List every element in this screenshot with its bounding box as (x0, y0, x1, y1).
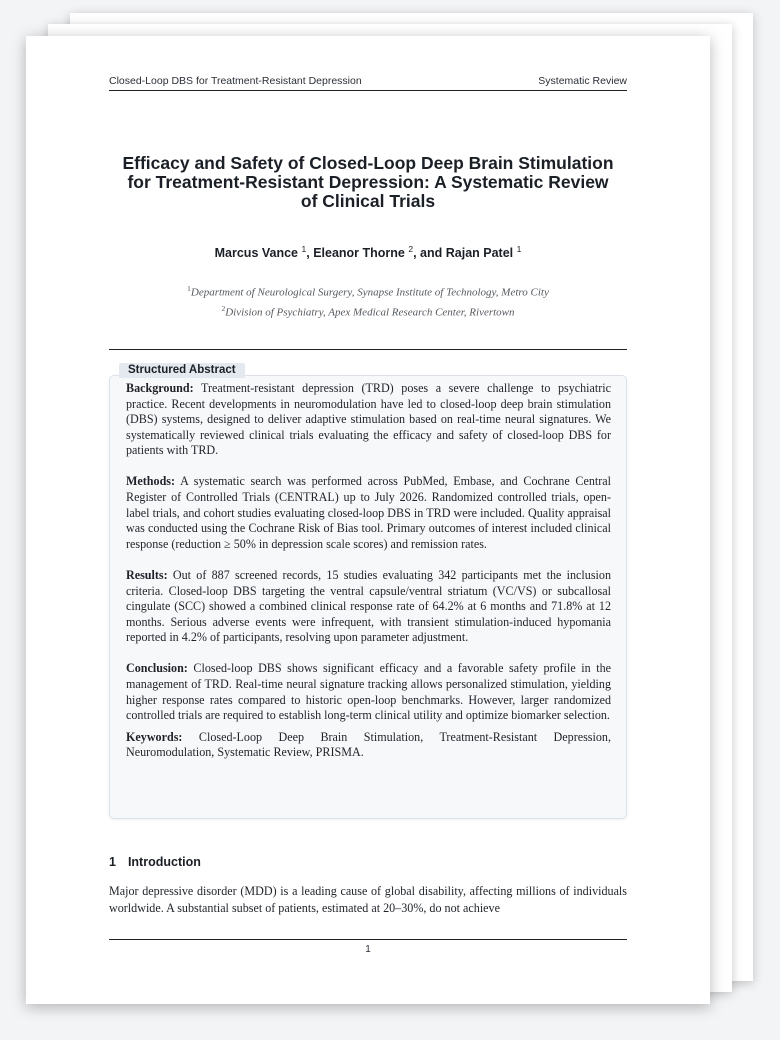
document-page (26, 36, 710, 1004)
abstract-paragraph: Out of 887 screened records, 15 studies evaluating 342 participants met the inclusion criteria. Closed-loop DBS targeting the ventral capsule/ventral striatum (VC/VS) or subcallosal cingulate (SCC) showed a combined clinical response rate of 64.2% at 6 months and 71.8% at 12 months. Serious adverse events were infrequent, with transient stimulation-induced hypomania reported in 4.2% of participants, resolving upon parameter adjustment. (126, 567, 611, 645)
abstract-label: Keywords: (126, 729, 183, 744)
abstract-text (126, 381, 611, 761)
affiliations (86, 281, 650, 321)
abstract-paragraph: Closed-loop DBS shows significant efficacy and a favorable safety profile in the management of TRD. Real-time neural signature tracking allows personalized stimulation, yielding higher response rates compared to historic open-loop benchmarks. However, larger randomized controlled trials are required to establish long-term clinical utility and optimize biomarker selection. (126, 661, 611, 723)
keywords-text: Closed-Loop Deep Brain Stimulation, Treatment-Resistant Depression, Neuromodulation, Systematic Review, PRISMA. (126, 729, 611, 760)
paper-title-line: for Treatment-Resistant Depression: A Systematic Review (127, 172, 609, 192)
abstract-conclusion (126, 661, 611, 723)
abstract-paragraph: Treatment-resistant depression (TRD) poses a severe challenge to psychiatric practice. Recent developments in neuromodulation have led to closed-loop deep brain stimulation (DBS) systems, designed to deliver adaptive stimulation based on real-time neural signatures. We systematically reviewed clinical trials evaluating the efficacy and safety of closed-loop DBS for patients with TRD. (126, 381, 612, 458)
affiliation-mark: 1 (187, 284, 191, 293)
abstract-label: Methods: (126, 474, 176, 489)
affiliation-text: Department of Neurological Surgery, Synapse Institute of Technology, Metro City (190, 286, 549, 299)
paper-title (86, 154, 650, 211)
running-header-left: Closed-Loop DBS for Treatment-Resistant Depression (109, 75, 362, 87)
running-header (109, 75, 627, 91)
affiliation-line (86, 301, 650, 321)
affiliation-mark: 2 (221, 304, 226, 314)
author-name: Rajan Patel (445, 246, 514, 261)
author-name: Eleanor Thorne (313, 246, 405, 261)
running-header-right: Systematic Review (538, 75, 627, 87)
footer-divider (109, 939, 627, 940)
author-separator: , (306, 246, 314, 261)
abstract-paragraph: A systematic search was performed across PubMed, Embase, and Cochrane Central Register of Controlled Trials (CENTRAL) up to July 2026. Randomized controlled trials, open-label trials, and cohort studies evaluating closed-loop DBS in TRD were included. Quality appraisal was conducted using the Cochrane Risk of Bias tool. Primary outcomes of interest included clinical response (reduction ≥ 50% in depression scale scores) and remission rates. (126, 474, 611, 551)
affiliation-text: Division of Psychiatry, Apex Medical Research Center, Rivertown (225, 306, 515, 319)
paper-title-line: of Clinical Trials (300, 191, 436, 211)
introduction-paragraph: Major depressive disorder (MDD) is a leading cause of global disability, affecting millions of individuals worldwide. A substantial subset of patients, estimated at 20–30%, do not achieve (109, 884, 627, 915)
paper-title-line: Efficacy and Safety of Closed-Loop Deep Brain Stimulation (122, 153, 614, 173)
abstract-label: Results: (126, 567, 168, 582)
abstract-label: Conclusion: (126, 661, 188, 676)
abstract-divider (109, 349, 627, 350)
author-affiliation-mark: 1 (301, 244, 307, 254)
abstract-methods (126, 474, 611, 552)
section-heading (109, 855, 201, 869)
section-number: 1 (109, 855, 116, 869)
abstract-box (109, 375, 627, 819)
section-title: Introduction (127, 855, 201, 869)
abstract-keywords (126, 730, 611, 761)
abstract-results (126, 568, 611, 646)
page-number: 1 (365, 944, 371, 955)
author-separator: , and (413, 246, 446, 261)
author-list (86, 244, 650, 260)
author-affiliation-mark: 1 (516, 244, 522, 254)
author-affiliation-mark: 2 (408, 244, 414, 254)
abstract-background (126, 381, 611, 459)
author-name: Marcus Vance (214, 246, 299, 261)
affiliation-line (86, 281, 650, 301)
abstract-label: Background: (126, 381, 194, 395)
abstract-heading: Structured Abstract (119, 363, 245, 378)
